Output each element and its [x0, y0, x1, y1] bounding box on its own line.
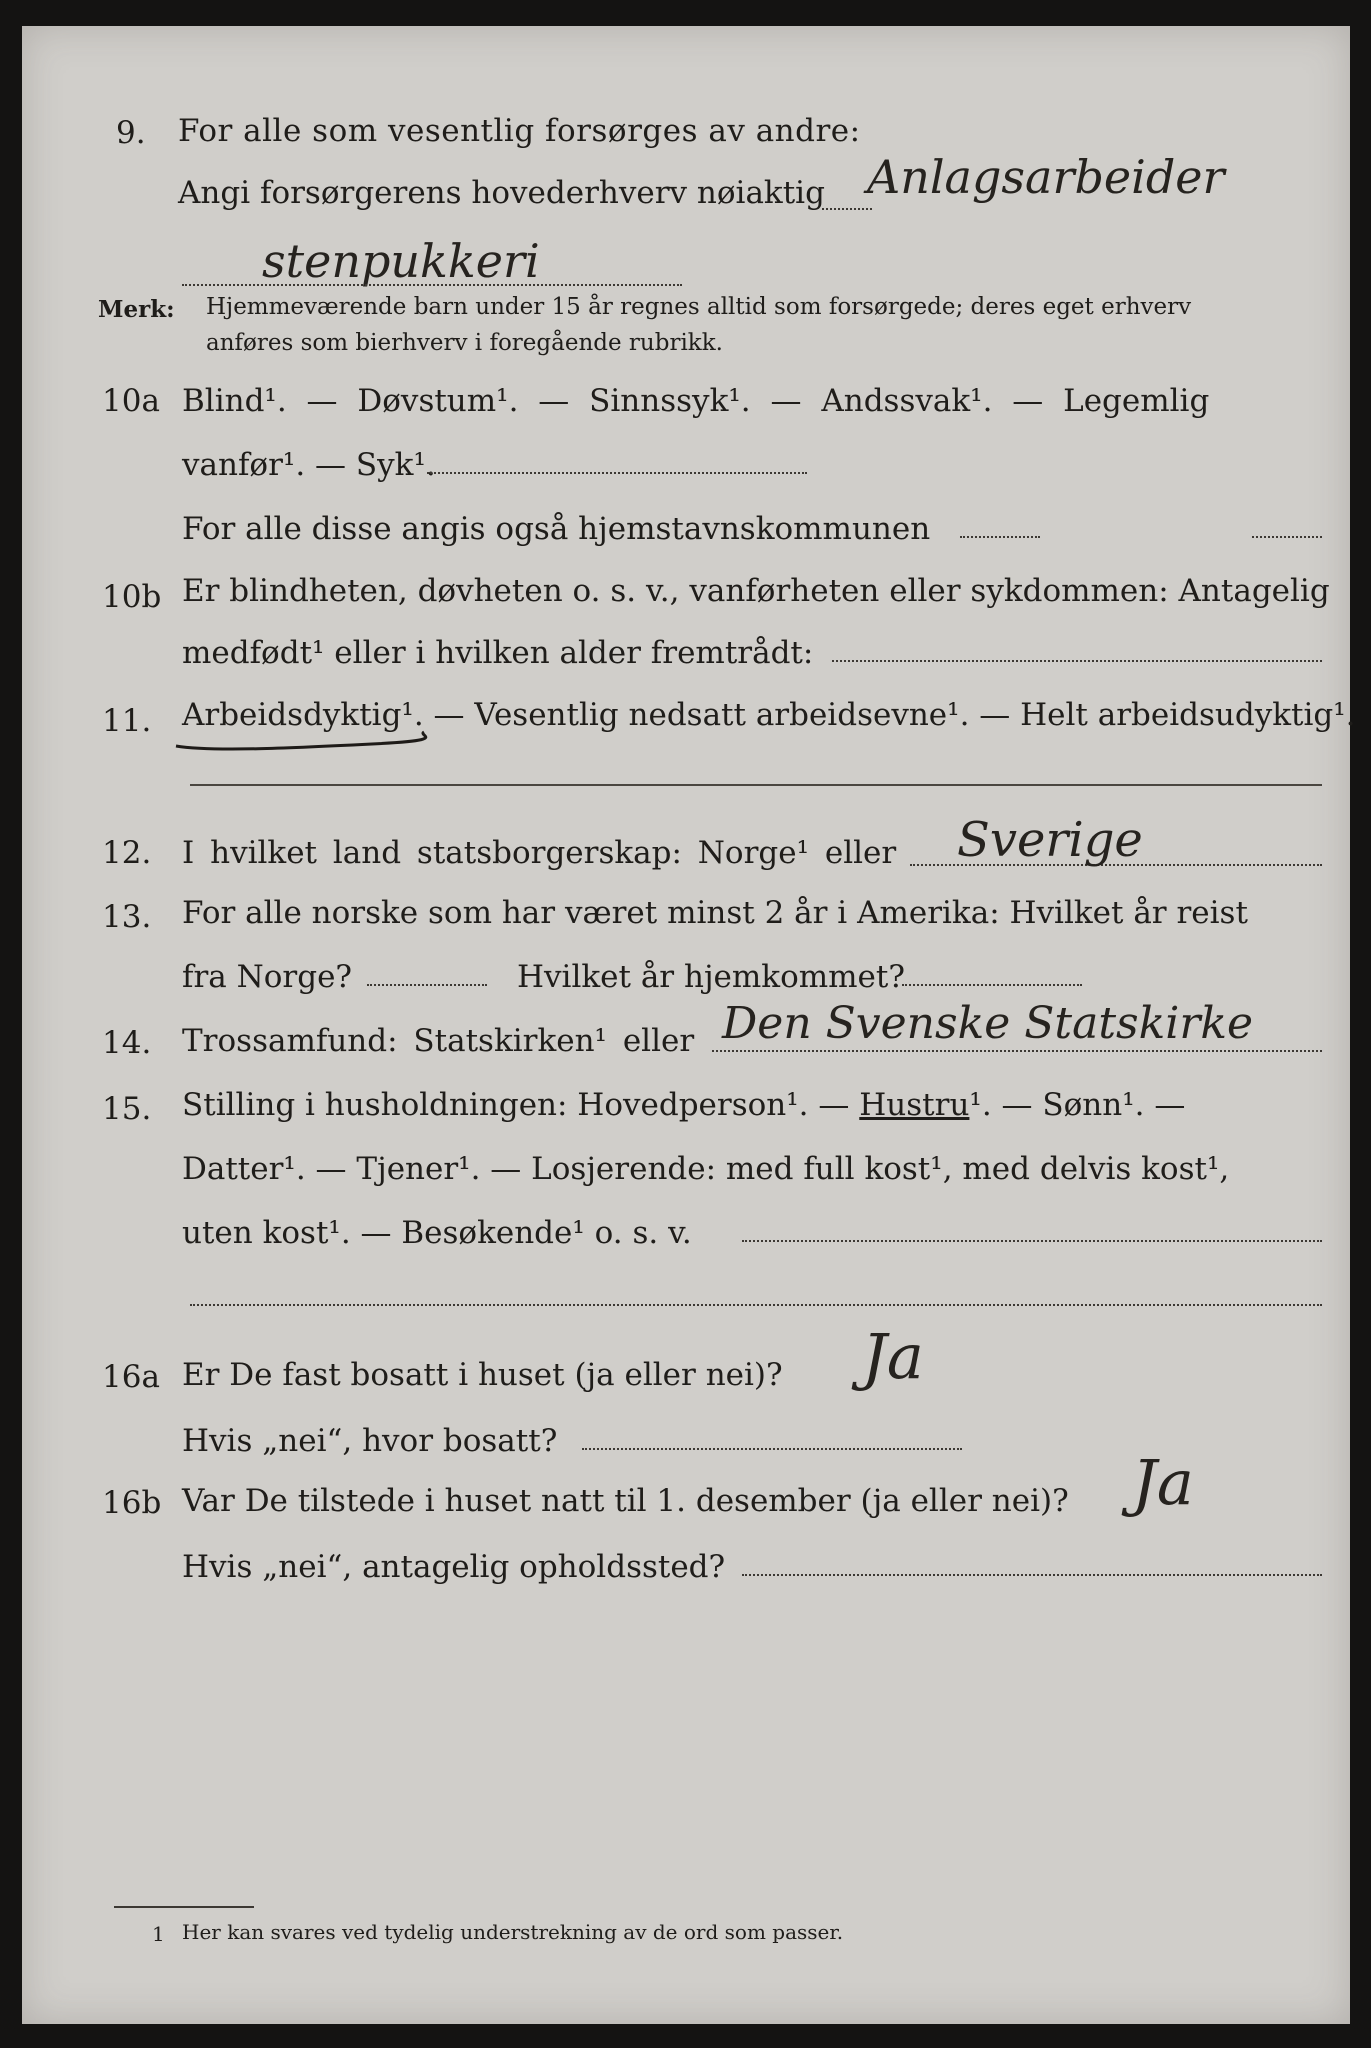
q11-selected-option: Arbeidsdyktig	[182, 697, 402, 733]
q15-line1-pre: Stilling i husholdningen: Hovedperson¹. —	[182, 1087, 850, 1123]
q10b-line2: medfødt¹ eller i hvilken alder fremtrådt:	[182, 635, 814, 671]
q15-line1-post: ¹. — Sønn¹. —	[969, 1087, 1186, 1123]
q10a-home-line2	[1252, 536, 1322, 538]
q13-line2a: fra Norge?	[182, 959, 353, 995]
note-label: Merk:	[98, 296, 175, 323]
q11-blank-line	[190, 784, 1322, 786]
q15-selected-option: Hustru	[859, 1087, 970, 1123]
q9-number: 9.	[116, 115, 146, 151]
q13-number: 13.	[102, 899, 152, 935]
q14-number: 14.	[102, 1025, 152, 1061]
q16b-handwritten-answer: Ja	[1132, 1446, 1194, 1519]
q14-question: Trossamfund: Statskirken¹ eller	[182, 1023, 695, 1059]
q9-question-line1: For alle som vesentlig forsørges av andre:	[178, 113, 861, 149]
q14-answer-line	[712, 1050, 1322, 1052]
q12-handwritten-answer: Sverige	[957, 812, 1143, 868]
q16a-number: 16a	[102, 1359, 160, 1395]
q10b-line1: Er blindheten, døvheten o. s. v., vanførheten eller sykdommen: Antagelig	[182, 573, 1330, 609]
q15-answer-line	[742, 1240, 1322, 1242]
q12-question: I hvilket land statsborgerskap: Norge¹ eller	[182, 835, 897, 871]
census-form-page	[22, 26, 1356, 2024]
q16b-line2: Hvis „nei“, antagelig opholdssted?	[182, 1549, 726, 1585]
q13-line1: For alle norske som har været minst 2 år i Amerika: Hvilket år reist	[182, 895, 1248, 931]
footnote-rule	[114, 1906, 254, 1908]
q10b-answer-line	[832, 660, 1322, 662]
q9-answer-line2	[182, 284, 682, 286]
q10a-line2: vanfør¹. — Syk¹.	[182, 447, 436, 483]
q10a-answer-line	[427, 472, 807, 474]
q15-number: 15.	[102, 1091, 152, 1127]
note-line2: anføres som bierhverv i foregående rubrikk.	[206, 330, 723, 356]
q16b-number: 16b	[102, 1485, 162, 1521]
q15-blank-line	[190, 1304, 1322, 1306]
q16b-line1: Var De tilstede i huset natt til 1. desember (ja eller nei)?	[182, 1483, 1069, 1519]
q11-underline-mark	[172, 726, 432, 756]
q10a-line1: Blind¹. — Døvstum¹. — Sinnssyk¹. — Andssvak¹. — Legemlig	[182, 383, 1210, 419]
q10b-number: 10b	[102, 579, 162, 615]
footnote-mark: 1	[152, 1922, 165, 1946]
q16b-answer-line	[742, 1574, 1322, 1576]
q10a-number: 10a	[102, 383, 160, 419]
q14-handwritten-answer: Den Svenske Statskirke	[722, 998, 1254, 1049]
q16a-line2: Hvis „nei“, hvor bosatt?	[182, 1423, 558, 1459]
q10a-line3: For alle disse angis også hjemstavnskommunen	[182, 511, 931, 547]
footnote-text: Her kan svares ved tydelig understrekning av de ord som passer.	[182, 1920, 844, 1944]
q9-handwritten-answer2: stenpukkeri	[262, 234, 540, 288]
q15-line1	[182, 1087, 1186, 1123]
q13-line2b: Hvilket år hjemkommet?	[517, 959, 905, 995]
q9-question-line2: Angi forsørgerens hovederhverv nøiaktig	[178, 175, 825, 211]
q11-rest: ¹. — Vesentlig nedsatt arbeidsevne¹. — Helt arbeidsudyktig¹.	[401, 697, 1356, 733]
q15-line2: Datter¹. — Tjener¹. — Losjerende: med full kost¹, med delvis kost¹,	[182, 1151, 1230, 1187]
q9-answer-line	[822, 208, 872, 210]
q16a-answer-line	[582, 1448, 962, 1450]
q9-handwritten-answer1: Anlagsarbeider	[867, 150, 1225, 204]
q12-number: 12.	[102, 835, 152, 871]
q13-reist-line	[367, 984, 487, 986]
q13-hjem-line	[902, 984, 1082, 986]
q15-line3: uten kost¹. — Besøkende¹ o. s. v.	[182, 1215, 692, 1251]
q11-number: 11.	[102, 703, 152, 739]
q16a-handwritten-answer: Ja	[862, 1320, 924, 1393]
note-line1: Hjemmeværende barn under 15 år regnes alltid som forsørgede; deres eget erhverv	[206, 294, 1192, 320]
q16a-line1: Er De fast bosatt i huset (ja eller nei)?	[182, 1357, 783, 1393]
q10a-home-line	[960, 536, 1040, 538]
